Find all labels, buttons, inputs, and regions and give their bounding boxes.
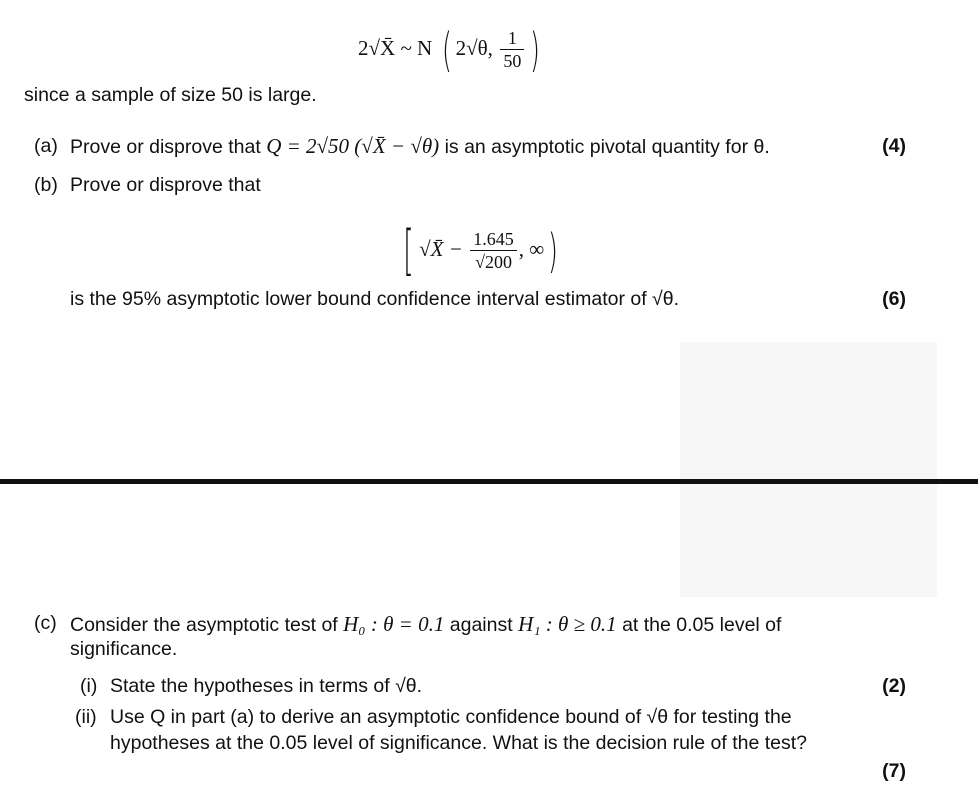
part-a-label: (a)	[34, 135, 58, 157]
part-b-text: Prove or disprove that	[70, 174, 261, 196]
interval-lead: √X̄ −	[419, 237, 463, 261]
top-formula-fraction	[500, 27, 524, 72]
top-formula-frac-num: 1	[500, 27, 524, 50]
part-c-h0: H₀ : θ = 0.1	[343, 612, 445, 636]
interval-tail: , ∞	[518, 237, 545, 261]
sub-ii-line1: Use Q in part (a) to derive an asymptotic confidence bound of √θ for testing the	[110, 706, 792, 728]
part-c-line1	[70, 612, 781, 637]
sub-ii-marks: (7)	[882, 760, 906, 782]
interval-frac-den: √200	[475, 252, 512, 273]
right-paren-interval: )	[548, 223, 559, 278]
left-bracket: [	[403, 218, 414, 282]
part-a-text-after: is an asymptotic pivotal quantity for θ.	[444, 136, 770, 158]
part-b-label: (b)	[34, 174, 58, 196]
blank-region-overlay	[680, 486, 937, 597]
sub-i-text: State the hypotheses in terms of √θ.	[110, 675, 423, 697]
intro-text: since a sample of size 50 is large.	[24, 84, 317, 106]
part-c-line2: significance.	[70, 638, 178, 660]
right-paren: )	[530, 22, 541, 77]
part-b-marks: (6)	[882, 288, 906, 310]
part-c-h1: H₁ : θ ≥ 0.1	[518, 612, 617, 636]
left-paren: (	[441, 22, 452, 77]
part-a-text-before: Prove or disprove that	[70, 136, 261, 158]
sub-ii-label: (ii)	[75, 706, 97, 728]
part-b-interval	[398, 218, 562, 282]
top-formula-lhs: 2√X̄ ~ N	[358, 36, 433, 60]
part-b-text2: is the 95% asymptotic lower bound confidence interval estimator of √θ.	[70, 288, 680, 310]
part-a-formula: Q = 2√50 (√X̄ − √θ)	[266, 134, 440, 158]
sub-i-label: (i)	[80, 675, 98, 697]
part-c-label: (c)	[34, 612, 57, 634]
interval-frac-num: 1.645	[470, 228, 517, 251]
part-c-line1-b: against	[449, 614, 513, 636]
sub-ii-line2: hypotheses at the 0.05 level of significance. What is the decision rule of the test?	[110, 732, 807, 754]
sub-i-marks: (2)	[882, 675, 906, 697]
top-formula	[358, 20, 544, 76]
top-formula-mean: 2√θ,	[455, 36, 493, 60]
part-c-line1-c: at the 0.05 level of	[622, 614, 782, 636]
interval-fraction	[470, 228, 517, 273]
part-a-marks: (4)	[882, 135, 906, 157]
page-divider	[0, 479, 978, 484]
part-c-line1-a: Consider the asymptotic test of	[70, 614, 338, 636]
part-a-line	[70, 126, 770, 166]
top-formula-frac-den: 50	[503, 51, 522, 72]
